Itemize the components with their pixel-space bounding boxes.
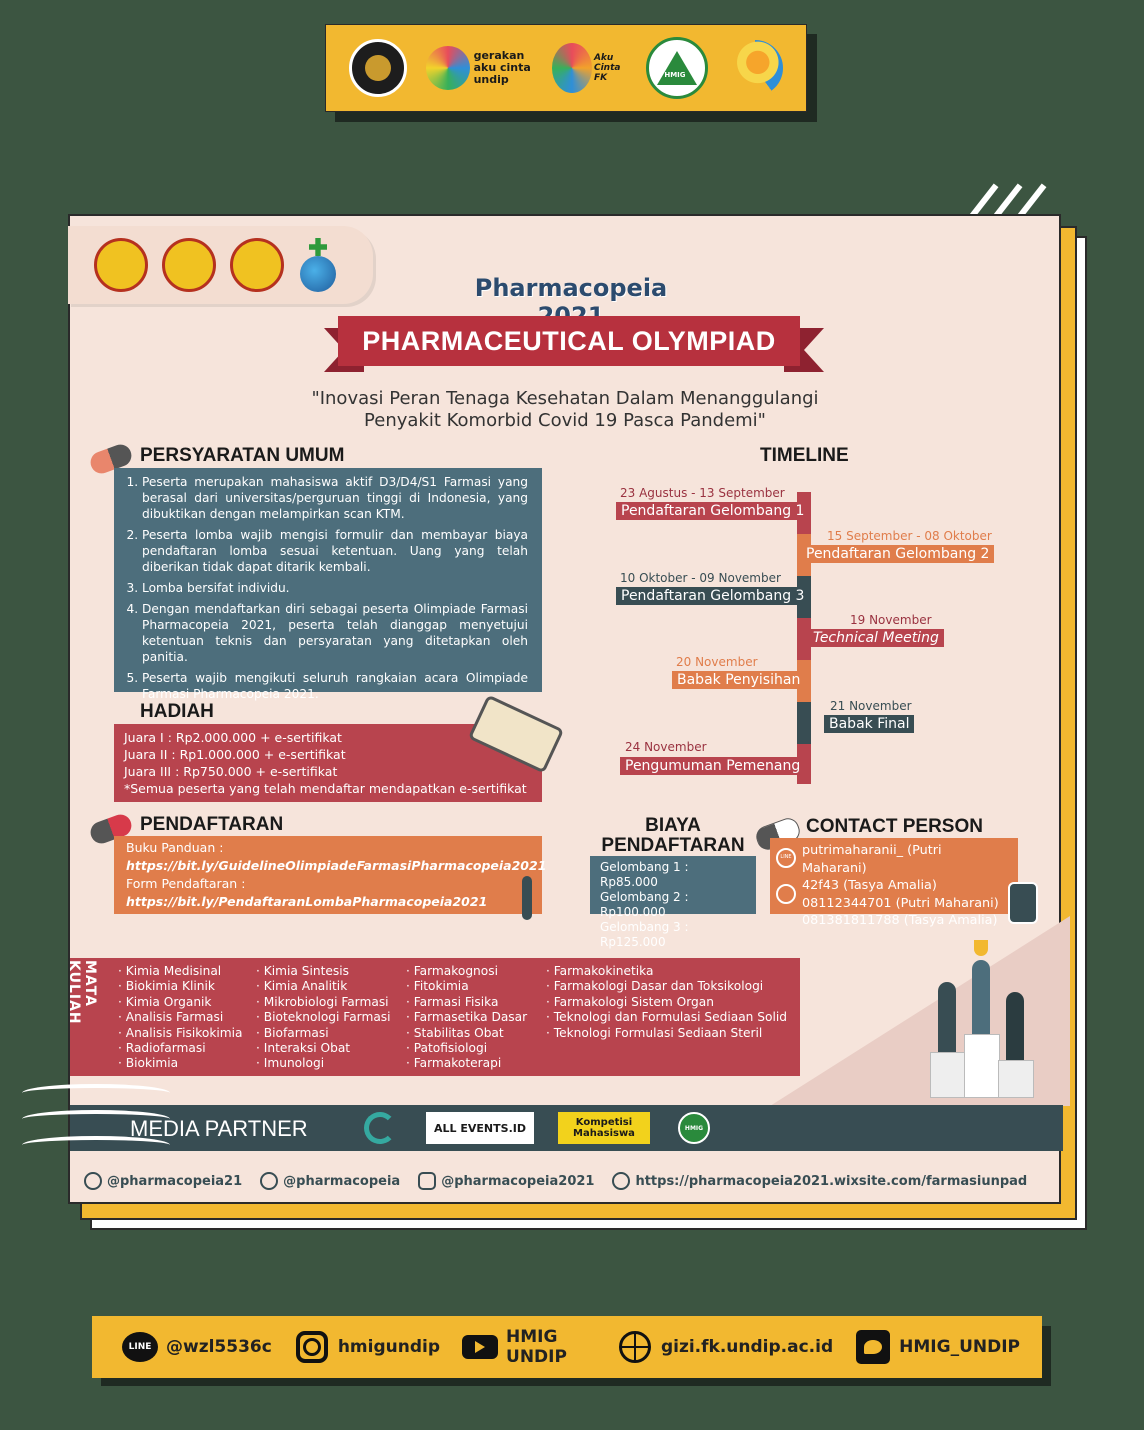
theme-line-2: Penyakit Komorbid Covid 19 Pasca Pandemi" — [364, 410, 766, 431]
test-tube-icon — [522, 876, 532, 920]
fee-box — [590, 856, 756, 949]
faculty-flame-logo — [727, 40, 783, 96]
course-item: · Analisis Fisikokimia — [118, 1026, 243, 1041]
event-brand: Pharmacopeia — [474, 274, 668, 302]
course-column — [546, 964, 787, 1041]
contact-phone: 08112344701 (Putri Maharani) — [802, 895, 999, 911]
poster-website[interactable] — [612, 1172, 1027, 1190]
theme-line-1: "Inovasi Peran Tenaga Kesehatan Dalam Menanggulangi — [311, 388, 819, 409]
globe-icon — [617, 1329, 653, 1365]
timeline-event: Pengumuman Pemenang — [620, 757, 805, 775]
media-partner-label: MEDIA PARTNER — [130, 1116, 308, 1141]
course-item: · Interaksi Obat — [256, 1041, 391, 1056]
footer-youtube-name: HMIG UNDIP — [506, 1327, 567, 1367]
form-label: Form Pendaftaran : — [126, 876, 246, 891]
requirement-item: 4. Dengan mendaftarkan diri sebagai peserta Olimpiade Farmasi Pharmacopeia 2021, peserta telah dianggap menyetujui ketentuan teknis dan persyaratan yang ditetapkan oleh panitia. — [142, 601, 528, 665]
course-item: · Kimia Organik — [118, 995, 243, 1010]
course-item: · Farmakologi Dasar dan Toksikologi — [546, 979, 787, 994]
twitter-icon — [855, 1329, 891, 1365]
course-item: · Farmakognosi — [406, 964, 527, 979]
form-link[interactable]: https://bit.ly/PendaftaranLombaPharmacopeia2021 — [126, 894, 488, 909]
course-item: · Farmakoterapi — [406, 1056, 527, 1071]
course-item: · Farmakokinetika — [546, 964, 787, 979]
partner-hmig-logo — [674, 1112, 714, 1144]
course-item: · Stabilitas Obat — [406, 1026, 527, 1041]
fee-title-line-1: BIAYA — [645, 815, 701, 836]
timeline-date: 19 November — [850, 613, 932, 627]
course-item: · Radiofarmasi — [118, 1041, 243, 1056]
course-item: · Fitokimia — [406, 979, 527, 994]
globe-cross-icon — [298, 238, 338, 292]
event-title: PHARMACEUTICAL OLYMPIAD — [338, 316, 800, 366]
logo-bar — [325, 24, 807, 112]
course-item: · Biofarmasi — [256, 1026, 391, 1041]
course-column — [256, 964, 391, 1072]
prize-note: *Semua peserta yang telah mendaftar mendapatkan e-sertifikat — [124, 781, 527, 796]
himpunan-emblem-icon — [230, 238, 284, 292]
timeline-date: 21 November — [830, 699, 912, 713]
course-column — [406, 964, 527, 1072]
fee-title-line-2: PENDAFTARAN — [601, 835, 745, 856]
fee-line: Gelombang 1 : Rp85.000 — [600, 860, 689, 889]
course-item: · Farmakologi Sistem Organ — [546, 995, 787, 1010]
footer-instagram-handle: hmigundip — [337, 1337, 441, 1357]
timeline-event: Pendaftaran Gelombang 3 — [616, 587, 809, 605]
course-item: · Patofisiologi — [406, 1041, 527, 1056]
footer-instagram[interactable] — [294, 1329, 440, 1365]
timeline-date: 10 Oktober - 09 November — [620, 571, 781, 585]
decor-wave — [22, 1136, 170, 1154]
partner-swirl-logo — [360, 1112, 400, 1144]
footer-website-url: gizi.fk.undip.ac.id — [660, 1337, 834, 1357]
unpad-seal-icon — [94, 238, 148, 292]
winners-podium-illustration — [930, 1022, 1040, 1096]
twitter-icon — [84, 1172, 102, 1190]
fee-line: Gelombang 2 : Rp100.000 — [600, 890, 689, 919]
course-item: · Kimia Analitik — [256, 979, 391, 994]
course-item: · Imunologi — [256, 1056, 391, 1071]
timeline-event: Pendaftaran Gelombang 2 — [801, 545, 994, 563]
course-item: · Biokimia Klinik — [118, 979, 243, 994]
aku-cinta-fk-text: Aku Cinta FK — [593, 53, 621, 83]
timeline-date: 20 November — [676, 655, 758, 669]
line-icon — [260, 1172, 278, 1190]
aku-cinta-undip-logo — [426, 46, 534, 90]
aku-cinta-fk-logo — [552, 43, 628, 93]
instagram-icon — [294, 1329, 330, 1365]
partner-kompetisi-logo: Kompetisi Mahasiswa — [558, 1112, 650, 1144]
aku-cinta-undip-text: gerakan aku cinta undip — [473, 49, 531, 86]
fee-line: Gelombang 3 : Rp125.000 — [600, 920, 689, 949]
contact-phone: 081381811788 (Tasya Amalia) — [802, 913, 998, 928]
course-item: · Kimia Sintesis — [256, 964, 391, 979]
youtube-icon — [462, 1329, 498, 1365]
partner-hmig-text: HMIG — [684, 1124, 704, 1132]
hmig-logo — [646, 37, 708, 99]
event-theme — [270, 388, 860, 432]
fee-title — [590, 816, 756, 856]
course-item: · Mikrobiologi Farmasi — [256, 995, 391, 1010]
guide-label: Buku Panduan : — [126, 840, 224, 855]
poster-twitter[interactable] — [84, 1172, 242, 1190]
course-item: · Teknologi Formulasi Sediaan Steril — [546, 1026, 787, 1041]
poster-instagram-handle: @pharmacopeia2021 — [441, 1173, 595, 1189]
course-item: · Farmasetika Dasar — [406, 1010, 527, 1025]
footer-line-id: @wzl5536c — [166, 1337, 272, 1357]
course-item: · Teknologi dan Formulasi Sediaan Solid — [546, 1010, 787, 1025]
contact-title: CONTACT PERSON — [806, 816, 983, 837]
timeline-date: 24 November — [625, 740, 707, 754]
institution-logo-tab — [68, 226, 373, 304]
undip-seal-icon — [349, 39, 407, 97]
registration-title: PENDAFTARAN — [140, 814, 284, 835]
decor-wave — [22, 1110, 170, 1128]
poster-instagram[interactable] — [418, 1172, 594, 1190]
poster-social-strip — [84, 1166, 1049, 1196]
footer-twitter-handle: HMIG_UNDIP — [899, 1337, 1020, 1357]
poster-line-handle: @pharmacopeia — [283, 1173, 401, 1189]
prize-line: Juara III : Rp750.000 + e-sertifikat — [124, 764, 338, 779]
partner-allevents-logo: ALL EVENTS.ID — [426, 1112, 534, 1144]
requirement-item: 3. Lomba bersifat individu. — [142, 580, 528, 596]
requirements-box — [114, 468, 542, 701]
prize-title: HADIAH — [140, 701, 214, 722]
line-icon-text: LINE — [122, 1332, 158, 1362]
decor-wave — [22, 1084, 170, 1102]
contact-line-id: putrimaharanii_ (Putri Maharani) — [802, 843, 942, 876]
requirements-title: PERSYARATAN UMUM — [140, 445, 345, 466]
globe-icon — [612, 1172, 630, 1190]
timeline-event: Babak Final — [824, 715, 914, 733]
course-item: · Farmasi Fisika — [406, 995, 527, 1010]
hmig-logo-text: HMIG — [664, 71, 686, 79]
prize-line: Juara II : Rp1.000.000 + e-sertifikat — [124, 747, 346, 762]
timeline-date: 23 Agustus - 13 September — [620, 486, 785, 500]
prize-line: Juara I : Rp2.000.000 + e-sertifikat — [124, 730, 342, 745]
timeline-event: Pendaftaran Gelombang 1 — [616, 502, 809, 520]
contact-line-id: 42f43 (Tasya Amalia) — [802, 878, 937, 893]
course-item: · Biokimia — [118, 1056, 243, 1071]
poster-line[interactable] — [260, 1172, 400, 1190]
line-icon — [122, 1329, 158, 1365]
footer-bar — [92, 1316, 1042, 1378]
poster-twitter-handle: @pharmacopeia21 — [107, 1173, 243, 1189]
requirement-item: 2. Peserta lomba wajib mengisi formulir dan membayar biaya pendaftaran lomba sesuai ketentuan. Uang yang telah diberikan tidak dapat ditarik kembali. — [142, 527, 528, 575]
footer-line[interactable] — [122, 1329, 272, 1365]
course-item: · Analisis Farmasi — [118, 1010, 243, 1025]
timeline-title: TIMELINE — [760, 445, 849, 466]
timeline-event: Babak Penyisihan — [672, 671, 805, 689]
poster-website-url: https://pharmacopeia2021.wixsite.com/farmasiunpad — [635, 1173, 1028, 1189]
farmasi-emblem-icon — [162, 238, 216, 292]
footer-youtube[interactable] — [462, 1327, 595, 1367]
course-column — [118, 964, 243, 1072]
timeline-event: Technical Meeting — [808, 629, 944, 647]
timeline-date: 15 September - 08 Oktober — [827, 529, 992, 543]
footer-twitter[interactable] — [855, 1329, 1020, 1365]
courses-band — [66, 958, 800, 1076]
footer-website[interactable] — [617, 1329, 833, 1365]
poster — [68, 214, 1061, 1204]
contact-box — [770, 838, 1018, 928]
registration-box — [114, 836, 547, 914]
requirement-item: 5. Peserta wajib mengikuti seluruh rangkaian acara Olimpiade Farmasi Pharmacopeia 2021. — [142, 670, 528, 702]
requirement-item: 1. Peserta merupakan mahasiswa aktif D3/D4/S1 Farmasi yang berasal dari universitas/perguruan tinggi di Indonesia, yang dibuktikan dengan melampirkan scan KTM. — [142, 474, 528, 522]
whatsapp-icon — [776, 884, 796, 904]
courses-label: MATA KULIAH — [66, 960, 98, 1025]
instagram-icon — [418, 1172, 436, 1190]
course-item: · Bioteknologi Farmasi — [256, 1010, 391, 1025]
line-icon: LINE — [776, 848, 796, 868]
course-item: · Kimia Medisinal — [118, 964, 243, 979]
guide-link[interactable]: https://bit.ly/GuidelineOlimpiadeFarmasiPharmacopeia2021 — [126, 858, 547, 873]
